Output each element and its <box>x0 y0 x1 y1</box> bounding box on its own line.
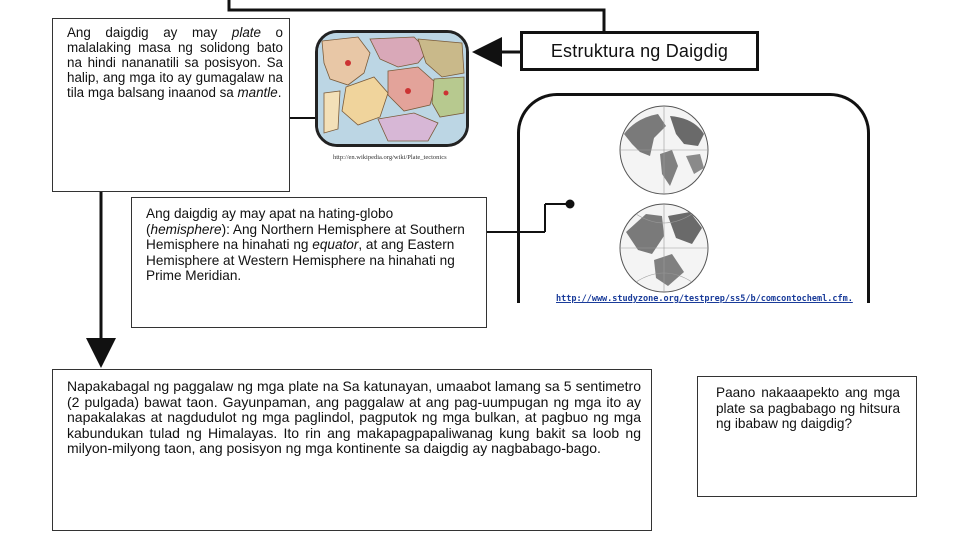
southern-hemisphere-globe-icon <box>620 204 708 292</box>
movement-text: Napakabagal ng paggalaw ng mga plate na Sa katunayan, umaabot lamang sa 5 sentimetro (2 pulgada) bawat taon. Gayunpaman, ang paggalaw at ang pag-uumpugan ng mga ito ay napakalakas at nagdudulot ng mga paglindol, pagputok ng mga bulkan, at pagbuo ng mga kabundukan tulad ng Himalayas. Ito rin ang makapagpapaliwanag kung bakit sa loob ng milyon-milyong taon, ang posisyon ng mga kontinente sa daigdig ay nagbabago-bago. <box>67 378 641 457</box>
question-text: Paano nakaaapekto ang mga plate sa pagbabago ng hitsura ng ibabaw ng daigdig? <box>716 385 900 432</box>
northern-hemisphere-globe-icon <box>620 106 708 194</box>
equator-term: equator <box>312 237 359 252</box>
title-box <box>520 31 759 71</box>
hemi-text-3: , at ang Eastern Hemisphere at Western Hemisphere na hinahati ng Prime Meridian. <box>146 237 455 283</box>
globe-images <box>606 104 726 294</box>
mantle-term: mantle <box>237 85 278 100</box>
hemisphere-term: hemisphere <box>150 221 222 237</box>
plate-movement-box <box>52 369 652 531</box>
hemisphere-description-box <box>131 197 487 328</box>
page-title: Estruktura ng Daigdig <box>550 40 729 61</box>
hemi-text-1: Ang daigdig ay may apat na hating-globo ( <box>146 206 394 237</box>
map-source-link[interactable]: http://en.wikipedia.org/wiki/Plate_tectonics <box>333 154 447 161</box>
plate-text-2: o malalaking masa ng solidong bato na hindi nananatili sa posisyon. Sa halip, ang mga ito ay gumagalaw na tila mga balsang inaanod sa <box>67 25 283 100</box>
plate-description-box <box>52 18 290 192</box>
tectonic-plates-map-icon <box>318 33 466 144</box>
globe-source-link[interactable]: http://www.studyzone.org/testprep/ss5/b/comcontocheml.cfm. <box>556 294 853 304</box>
question-box <box>697 376 917 497</box>
plate-text-1: Ang daigdig ay may <box>67 25 232 40</box>
plate-text-3: . <box>277 85 282 100</box>
plate-term: plate <box>231 25 261 40</box>
hemi-text-2: ): Ang Northern Hemisphere at Southern Hemisphere na hinahati ng <box>146 221 465 252</box>
tectonic-plates-map-image <box>315 30 469 147</box>
